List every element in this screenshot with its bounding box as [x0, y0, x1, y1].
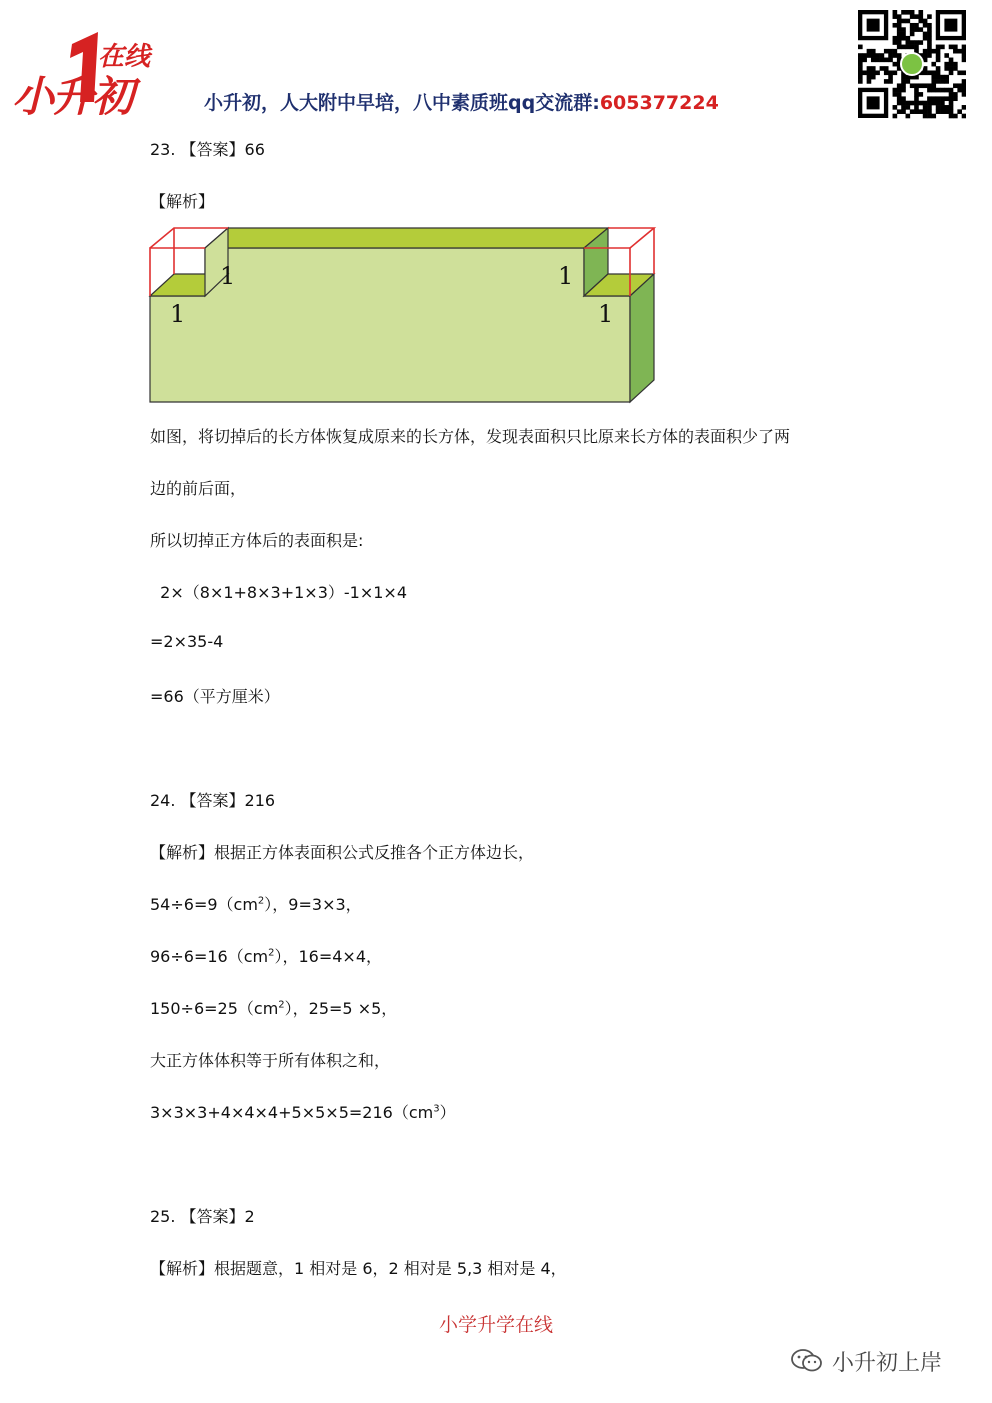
q24-title: 24. 【答案】216 — [150, 791, 276, 810]
header-slogan — [204, 88, 719, 115]
cuboid-diagram — [148, 222, 660, 408]
q24-l2-sup: 2 — [268, 947, 275, 959]
q24-line-1 — [150, 892, 362, 915]
q24-l1-sup: 2 — [257, 895, 265, 907]
q23-line-2: 边的前后面， — [150, 479, 247, 498]
logo-main-text: 小升初 — [12, 72, 133, 121]
qr-code-graphic — [858, 10, 966, 126]
q24-l3-main: 150÷6=25（cm — [150, 999, 279, 1018]
q23-line-3: 所以切掉正方体后的表面积是: — [150, 531, 364, 550]
q24-line-5 — [150, 1100, 456, 1123]
q24-l2-main: 96÷6=16（cm — [150, 947, 269, 966]
logo-top-text: 在线 — [98, 42, 151, 72]
label-right-outer: 1 — [598, 300, 614, 328]
wechat-icon — [790, 1348, 824, 1380]
q25-analysis: 【解析】根据题意，1 相对是 6，2 相对是 5,3 相对是 4， — [150, 1259, 567, 1278]
cuboid-figure — [148, 222, 660, 408]
q23-title: 23. 【答案】66 — [150, 140, 265, 159]
q24-l2-tail: ），16=4×4， — [274, 947, 383, 966]
q24-l5-sup: 3 — [433, 1103, 440, 1115]
q24-line-4: 大正方体体积等于所有体积之和， — [150, 1051, 391, 1070]
q23-line-5: =2×35-4 — [150, 632, 224, 651]
q24-l1-main: 54÷6=9（cm — [150, 895, 258, 914]
q24-l3-sup: 2 — [278, 999, 285, 1011]
label-right-inner: 1 — [558, 262, 574, 290]
q24-line-2 — [150, 944, 382, 967]
label-left-outer: 1 — [170, 300, 186, 328]
q23-line-1: 如图，将切掉后的长方体恢复成原来的长方体，发现表面积只比原来长方体的表面积少了两 — [150, 427, 791, 446]
q23-line-4: 2×（8×1+8×3+1×3）-1×1×4 — [150, 583, 407, 602]
q24-l1-tail: ），9=3×3， — [264, 895, 362, 914]
q24-analysis: 【解析】根据正方体表面积公式反推各个正方体边长， — [150, 843, 535, 862]
label-left-inner: 1 — [220, 262, 236, 290]
q23-line-6: =66（平方厘米） — [150, 687, 280, 706]
qq-number: 605377224 — [599, 92, 719, 114]
q24-l5-tail: ） — [439, 1103, 456, 1122]
wechat-account[interactable] — [790, 1346, 942, 1380]
q24-l3-tail: ），25=5 ×5， — [284, 999, 398, 1018]
wechat-name: 小升初上岸 — [832, 1351, 943, 1376]
q24-line-3 — [150, 996, 397, 1019]
q24-l5-main: 3×3×3+4×4×4+5×5×5=216（cm — [150, 1103, 434, 1122]
q25-title: 25. 【答案】2 — [150, 1207, 255, 1226]
footer-watermark: 小学升学在线 — [438, 1314, 553, 1336]
qr-code — [858, 10, 966, 126]
brand-logo — [10, 28, 170, 121]
slogan-text: 小升初，人大附中早培，八中素质班qq交流群: — [204, 92, 600, 114]
q23-analysis-label: 【解析】 — [150, 192, 215, 211]
